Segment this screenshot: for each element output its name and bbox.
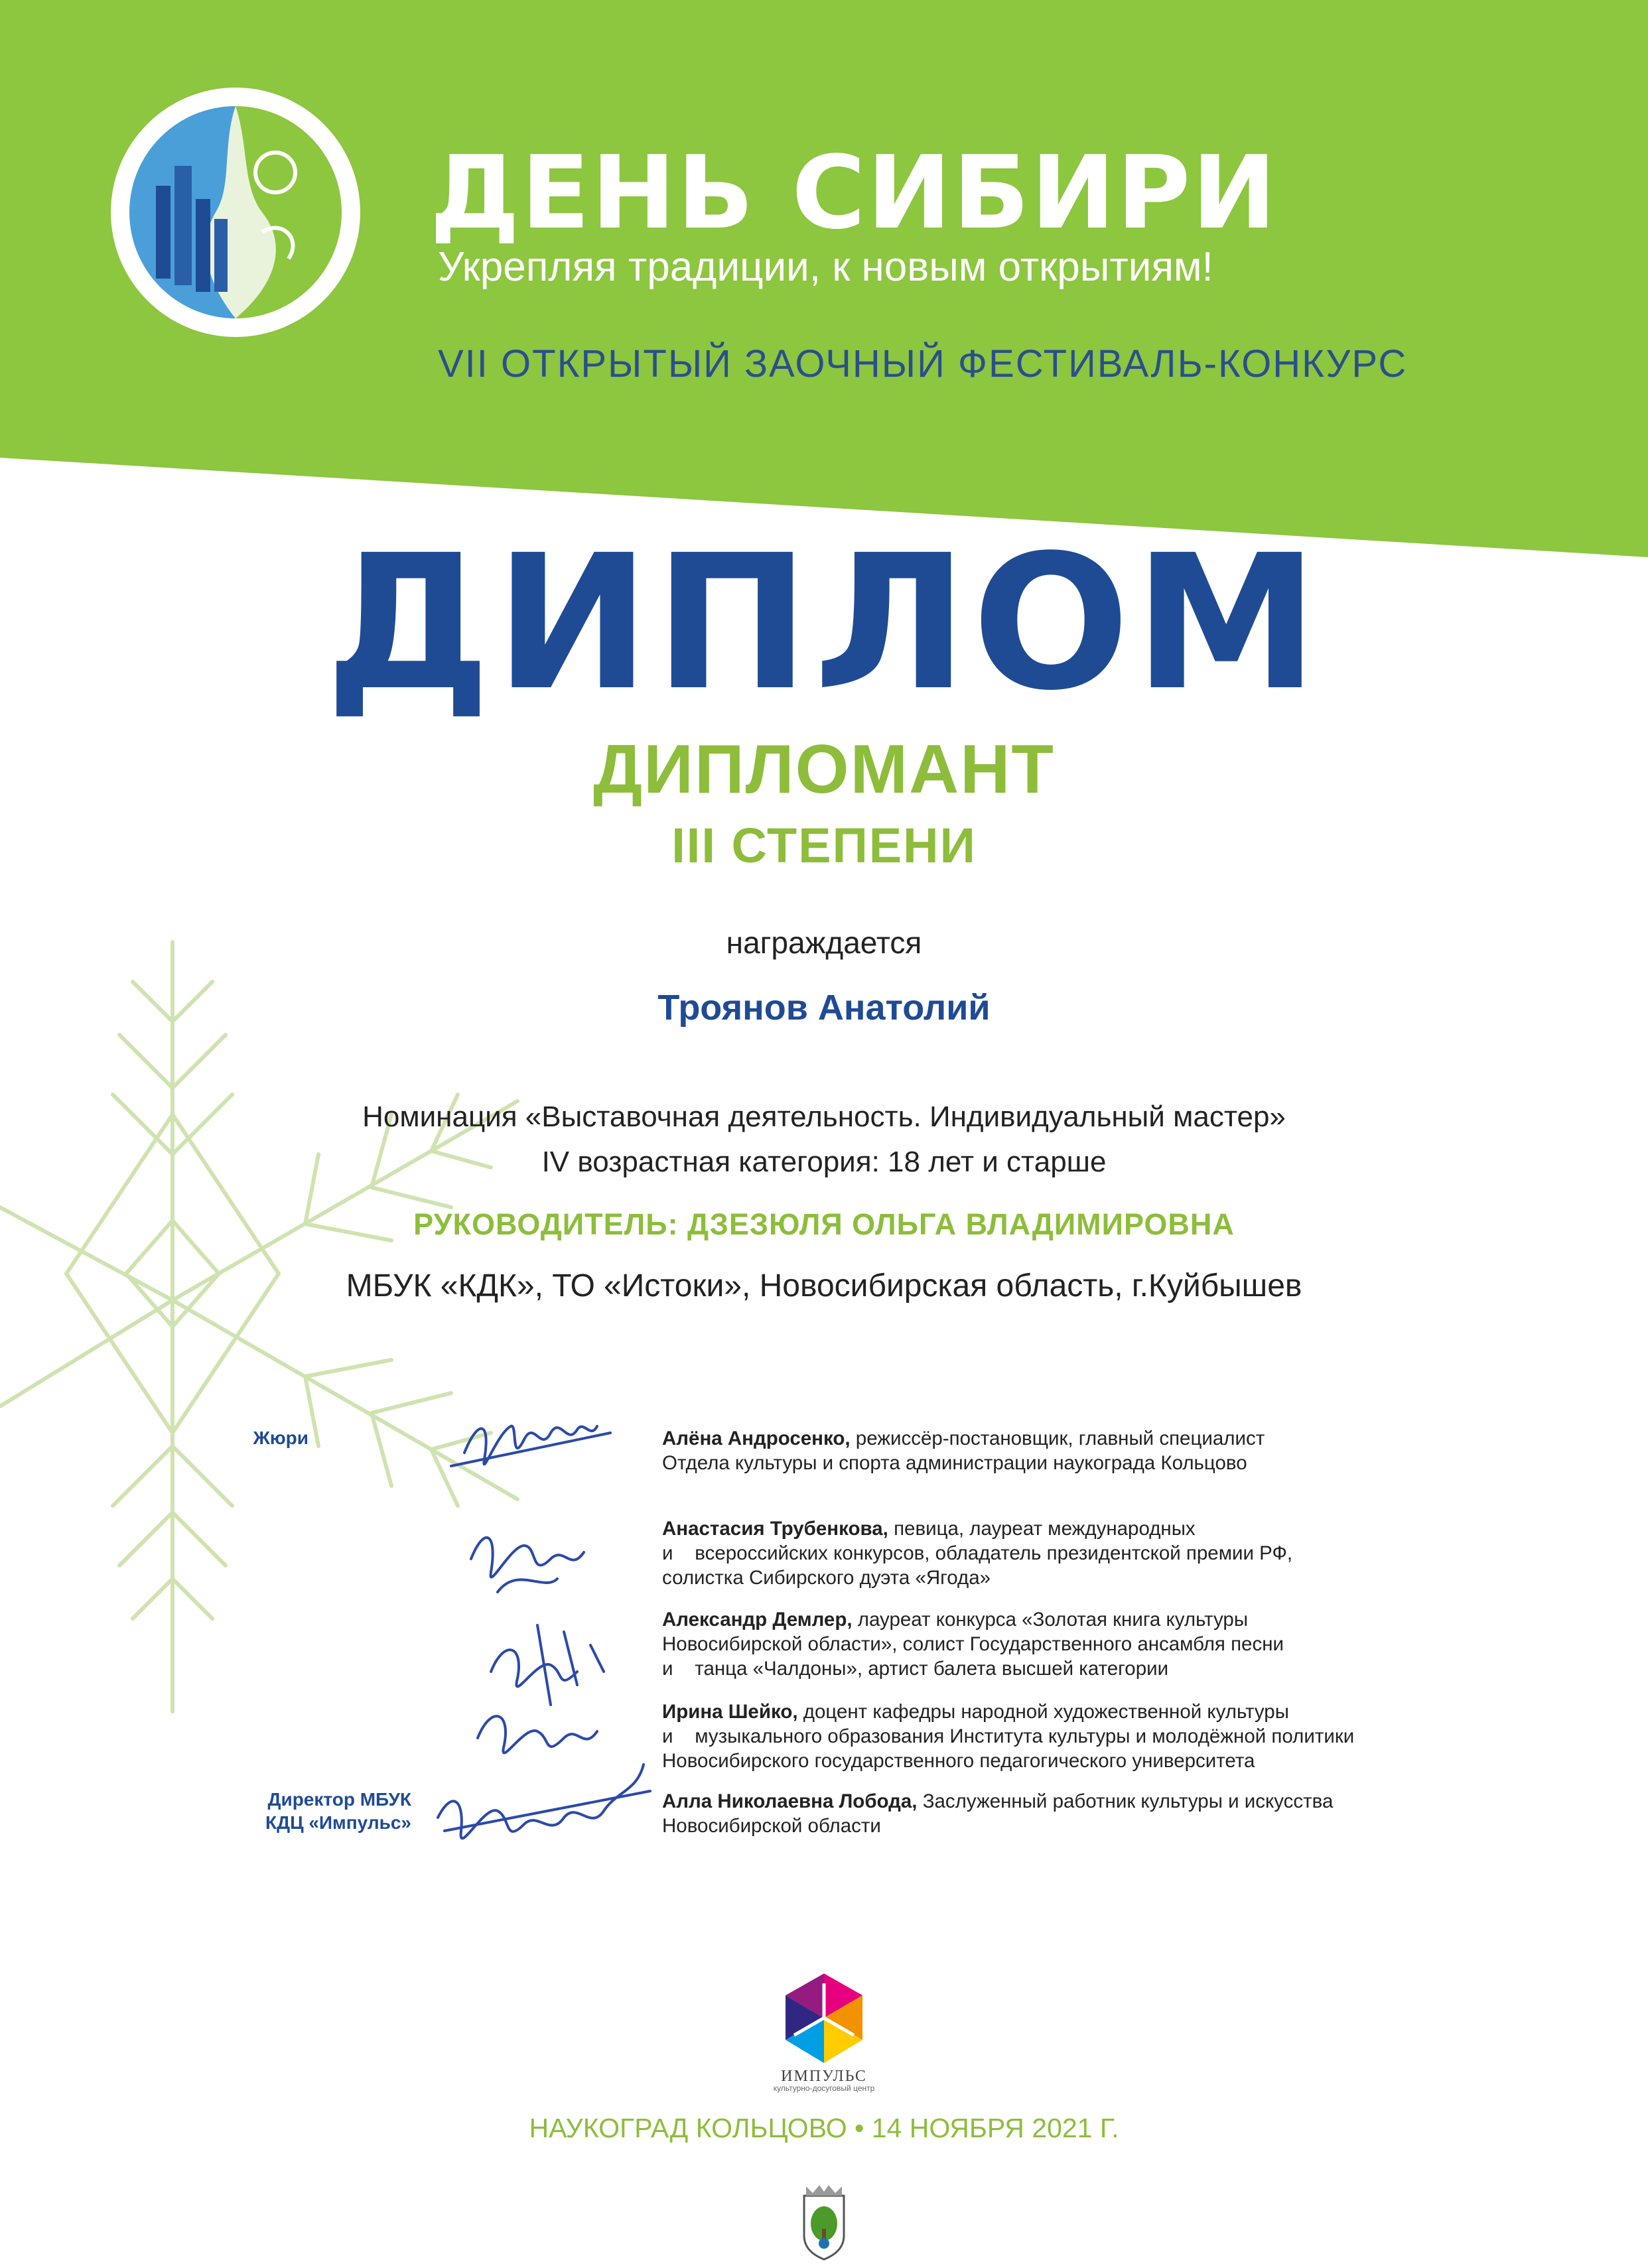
impuls-name: ИМПУЛЬС (781, 2068, 867, 2085)
jury-member-line: и всероссийских конкурсов, обладатель президентской премии РФ, (662, 1542, 1293, 1565)
nomination-text: Номинация «Выставочная деятельность. Индивидуальный мастер» (362, 1101, 1286, 1133)
award-rank: ДИПЛОМАНТ (593, 731, 1055, 808)
jury-member (662, 1516, 1525, 1590)
jury-member-name: Анастасия Трубенкова, (662, 1518, 888, 1540)
director-line: Заслуженный работник культуры и искусства (922, 1790, 1334, 1812)
jury-member-line: и музыкального образования Института культуры и молодёжной политики (662, 1725, 1355, 1748)
supervisor-text: РУКОВОДИТЕЛЬ: ДЗЕЗЮЛЯ ОЛЬГА ВЛАДИМИРОВНА (413, 1207, 1235, 1241)
director-label-line: КДЦ «Импульс» (265, 1812, 411, 1833)
jury-member-line: Новосибирского государственного педагогического университета (662, 1750, 1255, 1772)
coat-of-arms-icon (794, 2182, 854, 2262)
jury-member (662, 1607, 1525, 1681)
director-info (662, 1789, 1525, 1838)
festival-slogan: Укрепляя традиции, к новым открытиям! (438, 244, 1213, 290)
awarded-label: награждается (726, 925, 922, 960)
festival-logo-icon (109, 86, 362, 338)
jury-member-line: лауреат конкурса «Золотая книга культуры (857, 1609, 1249, 1631)
recipient-name: Троянов Анатолий (657, 988, 991, 1028)
award-degree: III СТЕПЕНИ (671, 818, 977, 873)
footer-place-date: НАУКОГРАД КОЛЬЦОВО • 14 НОЯБРЯ 2021 Г. (529, 2113, 1119, 2143)
jury-member-line: и танца «Чалдоны», артист балета высшей категории (662, 1658, 1169, 1680)
jury-member-line: режиссёр-постановщик, главный специалист (855, 1428, 1265, 1449)
jury-member (662, 1426, 1525, 1475)
jury-member-line: Отдела культуры и спорта администрации наукограда Кольцово (662, 1452, 1247, 1475)
jury-member-line: певица, лауреат международных (894, 1518, 1196, 1540)
jury-label: Жюри (253, 1428, 309, 1448)
impuls-logo-icon (778, 1970, 870, 2070)
festival-subtitle: VII ОТКРЫТЫЙ ЗАОЧНЫЙ ФЕСТИВАЛЬ-КОНКУРС (438, 342, 1408, 385)
impuls-tagline: культурно-досуговый центр (773, 2084, 875, 2093)
organization-text: МБУК «КДК», ТО «Истоки», Новосибирская область, г.Куйбышев (346, 1268, 1302, 1303)
age-category-text: IV возрастная категория: 18 лет и старше (541, 1146, 1107, 1178)
director-label-line: Директор МБУК (267, 1789, 411, 1810)
jury-member-line: доцент кафедры народной художественной культуры (803, 1701, 1289, 1723)
jury-member-line: солистка Сибирского дуэта «Ягода» (662, 1567, 991, 1589)
director-line: Новосибирской области (662, 1815, 881, 1837)
director-name: Алла Николаевна Лобода, (662, 1790, 918, 1812)
diploma-title: ДИПЛОМ (325, 515, 1323, 732)
jury-member-name: Александр Демлер, (662, 1609, 853, 1631)
festival-title: ДЕНЬ СИБИРИ (430, 134, 1278, 251)
signatures-icon (425, 1393, 663, 1871)
jury-member (662, 1700, 1525, 1773)
jury-member-line: Новосибирской области», солист Государственного ансамбля песни (662, 1633, 1284, 1656)
director-label (192, 1788, 411, 1834)
jury-member-name: Алёна Андросенко, (662, 1428, 851, 1449)
jury-member-name: Ирина Шейко, (662, 1701, 798, 1723)
